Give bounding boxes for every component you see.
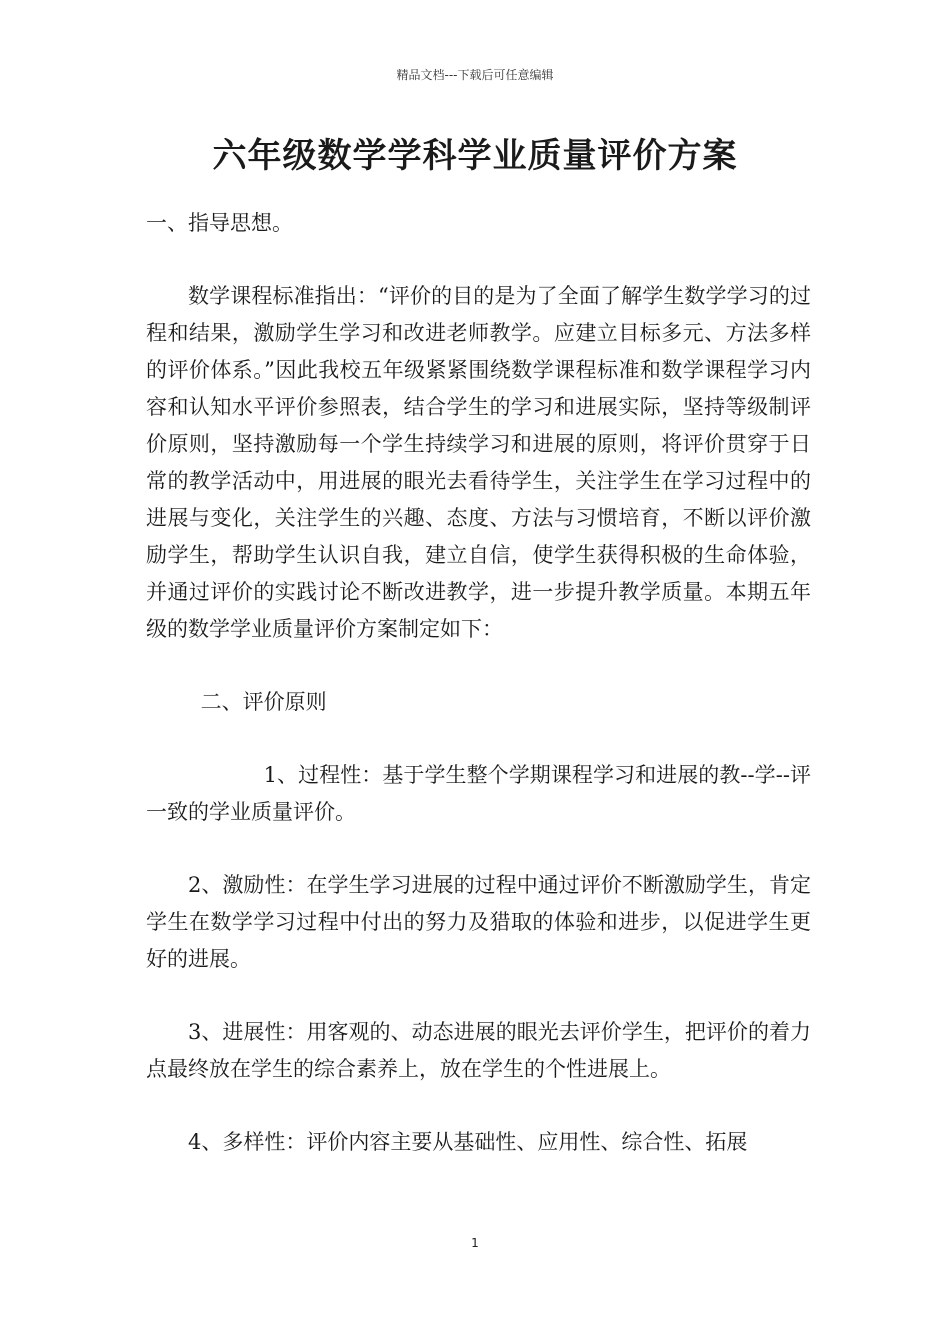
document-title: 六年级数学学科学业质量评价方案 [212, 136, 738, 176]
page-number: 1 [471, 1236, 479, 1250]
document-body [146, 205, 811, 1161]
header-note: 精品文档---下载后可任意编辑 [396, 68, 554, 82]
principle-3: 3、进展性：用客观的、动态进展的眼光去评价学生，把评价的着力点最终放在学生的综合素养上，放在学生的个性进展上。 [146, 1020, 811, 1081]
section-heading-principles: 二、评价原则 [200, 690, 327, 714]
principle-1: 1、过程性：基于学生整个学期课程学习和进展的教--学--评一致的学业质量评价。 [146, 763, 811, 824]
principle-4: 4、多样性：评价内容主要从基础性、应用性、综合性、拓展 [188, 1130, 748, 1154]
principle-2: 2、激励性：在学生学习进展的过程中通过评价不断激励学生，肯定学生在数学学习过程中付出的努力及猎取的体验和进步，以促进学生更好的进展。 [146, 873, 811, 971]
section-heading-guiding: 一、指导思想。 [146, 211, 293, 235]
guiding-paragraph: 数学课程标准指出：“评价的目的是为了全面了解学生数学学习的过程和结果，激励学生学习和改进老师教学。应建立目标多元、方法多样的评价体系。”因此我校五年级紧紧围绕数学课程标准和数学课程学习内容和认知水平评价参照表，结合学生的学习和进展实际，坚持等级制评价原则，坚持激励每一个学生持续学习和进展的原则，将评价贯穿于日常的教学活动中，用进展的眼光去看待学生，关注学生在学习过程中的进展与变化，关注学生的兴趣、态度、方法与习惯培育，不断以评价激励学生，帮助学生认识自我，建立自信，使学生获得积极的生命体验，并通过评价的实践讨论不断改进教学，进一步提升教学质量。本期五年级的数学学业质量评价方案制定如下： [146, 284, 811, 641]
